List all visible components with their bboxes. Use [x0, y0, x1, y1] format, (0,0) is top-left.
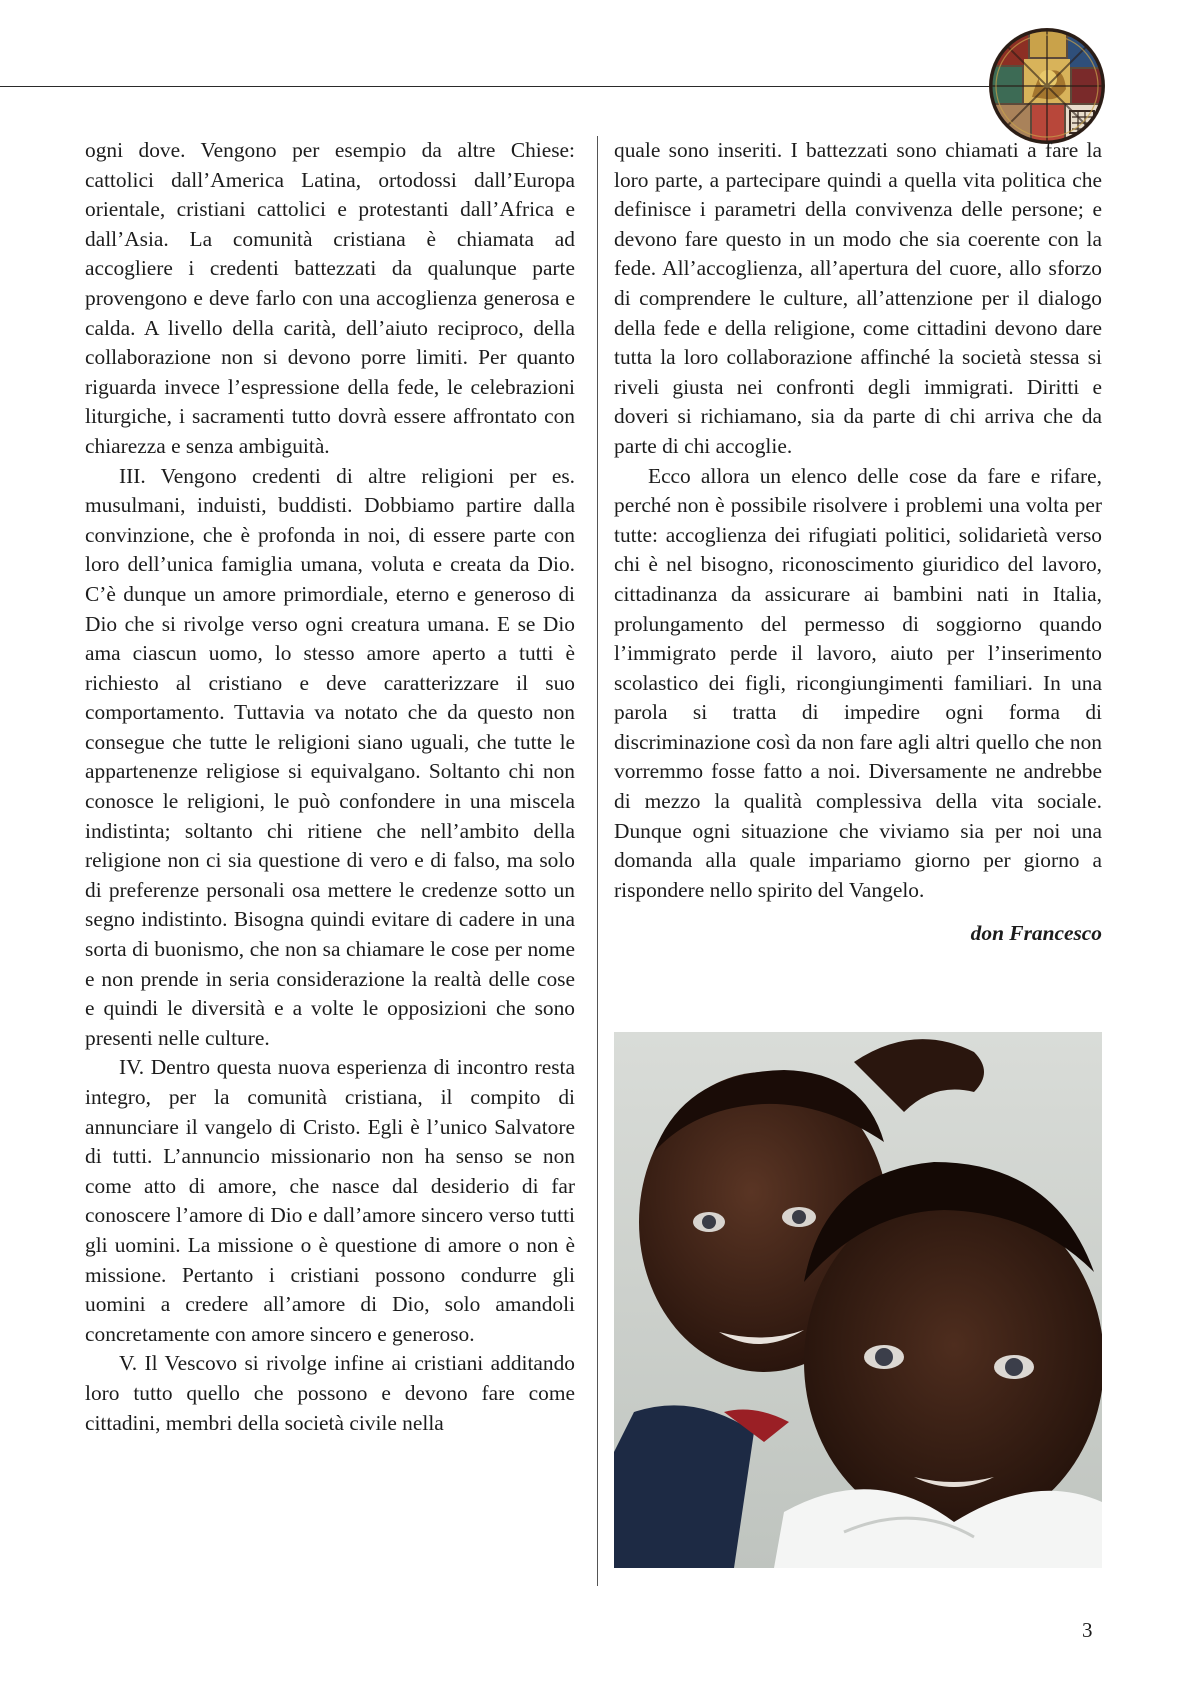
- right-text-column: [614, 136, 1102, 949]
- stained-glass-emblem-icon: [988, 27, 1106, 145]
- signature: don Francesco: [970, 921, 1102, 946]
- page-number: 3: [1082, 1618, 1093, 1642]
- paragraph: IV. Dentro questa nuova esperienza di incontro resta integro, per la comunità cristiana, il compito di annunciare il vangelo di Cristo. Egli è l’unico Salvatore di tutti. L’annuncio missionario non ha senso se non come atto di amore, che nasce dal desiderio di far conoscere l’amore di Dio e dall’amore sincero verso tutti gli uomini. La missione o è questione di amore o non è missione. Pertanto i cristiani possono condurre gli uomini a credere all’amore di Dio, solo amandoli concretamente con amore sincero e generoso.: [85, 1055, 575, 1346]
- left-text-column: [85, 136, 575, 1438]
- paragraph: ogni dove. Vengono per esempio da altre Chiese: cattolici dall’America Latina, ortodossi dall’Europa orientale, cristiani cattolici e protestanti dall’Africa e dall’Asia. La comunità cristiana è chiamata ad accogliere i credenti battezzati da qualunque parte provengono e deve farlo con una accoglienza generosa e calda. A livello della carità, dell’aiuto reciproco, della collaborazione non si devono porre limiti. Per quanto riguarda invece l’espressione della fede, le celebrazioni liturgiche, i sacramenti tutto dovrà essere affrontato con chiarezza e senza ambiguità.: [85, 138, 575, 458]
- paragraph: V. Il Vescovo si rivolge infine ai cristiani additando loro tutto quello che possono e devono fare come cittadini, membri della società civile nella: [85, 1351, 575, 1435]
- paragraph: quale sono inseriti. I battezzati sono chiamati a fare la loro parte, a partecipare quindi a quella vita politica che definisce i parametri della convivenza delle persone; e devono fare questo in un modo che sia coerente con la fede. All’accoglienza, all’apertura del cuore, allo sforzo di comprendere le culture, all’attenzione per il dialogo della fede e della religione, come cittadini devono dare tutta la loro collaborazione affinché la società stessa si riveli giusta nei confronti degli immigrati. Diritti e doveri si richiamano, sia da parte di chi arriva che da parte di chi accoglie.: [614, 138, 1102, 458]
- column-divider: [597, 136, 598, 1586]
- header-rule: [0, 86, 990, 87]
- paragraph: III. Vengono credenti di altre religioni per es. musulmani, induisti, buddisti. Dobbiamo partire dalla convinzione, che è profonda in noi, di essere parte con loro dell’unica famiglia umana, voluta e creata da Dio. C’è dunque un amore primordiale, eterno e generoso di Dio che si rivolge verso ogni creatura umana. E se Dio ama ciascun uomo, lo stesso amore aperto a tutti è richiesto al cristiano e deve caratterizzare il suo comportamento. Tuttavia va notato che da questo non consegue che tutte le religioni siano uguali, che tutte le appartenenze religiose si equivalgano. Soltanto chi non conosce le religioni, le può confondere in una miscela indistinta; soltanto chi ritiene che nell’ambito della religione non ci sia questione di vero e di falso, ma solo di preferenze personali osa mettere le credenze sotto un segno indistinto. Bisogna quindi evitare di cadere in una sorta di buonismo, che non sa chiamare le cose per nome e non prende in seria considerazione la realtà delle cose e quindi le diversità e a volte le opposizioni che sono presenti nelle culture.: [85, 463, 575, 1050]
- paragraph: Ecco allora un elenco delle cose da fare e rifare, perché non è possibile risolvere i problemi una volta per tutte: accoglienza dei rifugiati politici, solidarietà verso chi è nel bisogno, riconoscimento giuridico del lavoro, cittadinanza da assicurare ai bambini nati in Italia, prolungamento del permesso di soggiorno quando l’immigrato perde il lavoro, aiuto per l’inserimento scolastico dei figli, ricongiungimenti familiari. In una parola si tratta di impedire ogni forma di discriminazione così da non fare agli altri quello che non vorremmo fosse fatto a noi. Diversamente ne andrebbe di mezzo la qualità complessiva della vita sociale. Dunque ogni situazione che viviamo sia per noi una domanda alla quale impariamo giorno per giorno a rispondere nello spirito del Vangelo.: [614, 463, 1102, 902]
- children-photo-icon: [614, 1032, 1102, 1568]
